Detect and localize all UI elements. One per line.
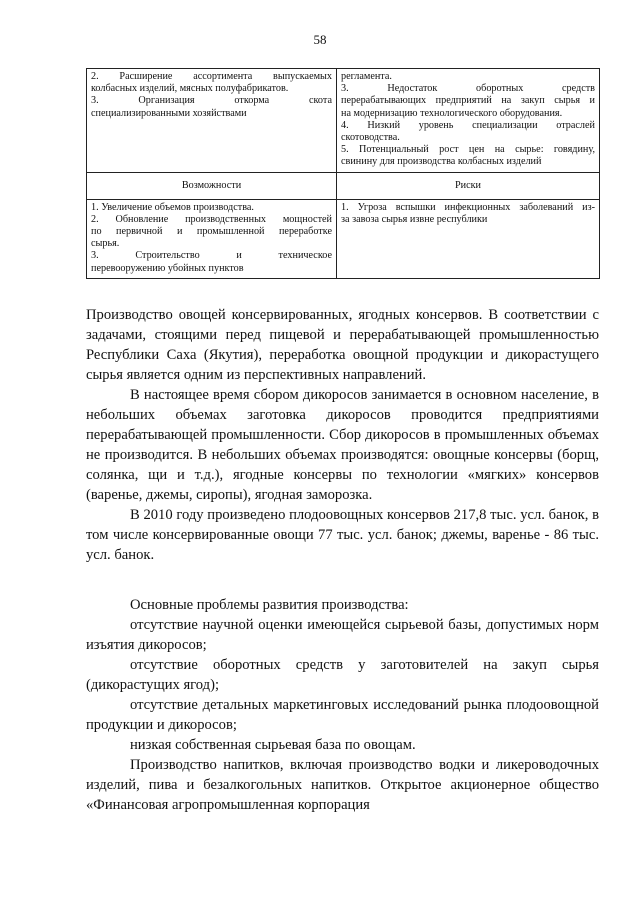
paragraph-canned-vegetables: Производство овощей консервированных, ягодных консервов. В соответствии с задачами, стоящими перед пищевой и перерабатывающей промышленностью Республики Саха (Якутия), переработка овощной продукции и дикорастущего сырья является одним из перспективных направлений. [86, 307, 599, 383]
table-line: регламента. [341, 71, 392, 82]
paragraph-wild-plants: В настоящее время сбором дикоросов занимается в основном население, в небольших объемах заготовка дикоросов проводится предприятиями перерабатывающей промышленности. Сбор дикоросов в промышленных объемах не производится. В небольших объемах производятся: овощные консервы (борщ, солянка, щи и т.д.), ягодные консервы по технологии «мягких» консервов (варенье, джемы, сиропы), ягодная заморозка. [86, 387, 599, 503]
table-line: специализированными хозяйствами [91, 107, 247, 119]
table-line: перевооружению убойных пунктов [91, 262, 244, 274]
table-line: 3. Организация откорма скота [91, 95, 332, 107]
table-line: 2. Расширение ассортимента выпускаемых [91, 71, 332, 82]
table-line: за завоза сырья извне республики [341, 213, 488, 225]
problem-item: отсутствие оборотных средств у заготовителей на закуп сырья (дикорастущих ягод); [86, 657, 599, 693]
table-line: на модернизацию технологического оборудования. [341, 107, 563, 119]
table-line: сырья. [91, 238, 120, 250]
table-line: 1. Угроза вспышки инфекционных заболеваний из- [341, 201, 595, 213]
table-line: перерабатывающих предприятий на закуп сырья и [341, 95, 595, 107]
table-line: 3. Недостаток оборотных средств [341, 83, 595, 95]
paragraph-problems-heading: Основные проблемы развития производства: [130, 597, 409, 613]
table-line: 5. Потенциальный рост цен на сырье: говядину, [341, 144, 595, 156]
table-line: 4. Низкий уровень специализации отраслей [341, 119, 595, 131]
table-line: свинину для производства колбасных изделий [341, 156, 542, 168]
table-line: колбасных изделий, мясных полуфабрикатов. [91, 83, 289, 95]
table-line: скотоводства. [341, 132, 400, 144]
paragraph-production-2010: В 2010 году произведено плодоовощных консервов 217,8 тыс. усл. банок, в том числе консервированные овощи 77 тыс. усл. банок; джемы, варенье - 86 тыс. усл. банок. [86, 507, 599, 563]
table-row-opportunities-risks [87, 199, 600, 278]
header-opportunities: Возможности [87, 172, 337, 199]
problem-item: отсутствие детальных маркетинговых исследований рынка плодоовощной продукции и дикоросов; [86, 697, 599, 733]
table-line: по первичной и промышленной переработке [91, 226, 332, 238]
cell-strengths-continued [87, 69, 337, 173]
cell-risks [337, 199, 600, 278]
body-text [86, 305, 599, 815]
table-line: 3. Строительство и техническое [91, 250, 332, 262]
problem-item: отсутствие научной оценки имеющейся сырьевой базы, допустимых норм изъятия дикоросов; [86, 617, 599, 653]
header-risks: Риски [337, 172, 600, 199]
table-line: 2. Обновление производственных мощностей [91, 213, 332, 225]
spacer [86, 565, 599, 595]
page-number: 58 [313, 32, 327, 47]
swot-table [86, 68, 600, 279]
table-row-weaknesses [87, 69, 600, 173]
table-line: 1. Увеличение объемов производства. [91, 201, 254, 213]
table-header-row [87, 172, 600, 199]
problem-item: низкая собственная сырьевая база по овощам. [130, 737, 416, 753]
cell-weaknesses-continued [337, 69, 600, 173]
paragraph-beverages: Производство напитков, включая производство водки и ликероводочных изделий, пива и безалкогольных напитков. Открытое акционерное общество «Финансовая агропромышленная корпорация [86, 757, 599, 813]
cell-opportunities [87, 199, 337, 278]
